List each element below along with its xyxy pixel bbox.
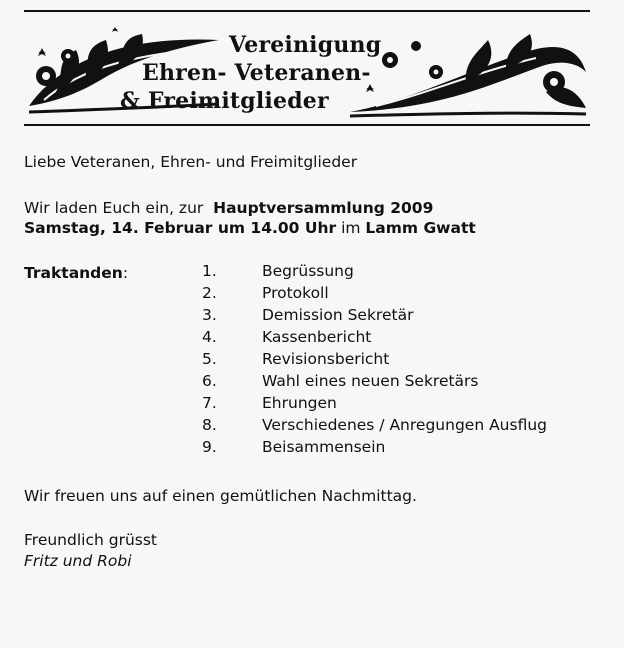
date-location-line bbox=[24, 218, 476, 238]
agenda-item-number: 7. bbox=[202, 394, 217, 412]
agenda-item-number: 4. bbox=[202, 328, 217, 346]
agenda-item-text: Beisammensein bbox=[262, 438, 386, 456]
agenda-item-number: 3. bbox=[202, 306, 217, 324]
invitation-prefix: Wir laden Euch ein, zur bbox=[24, 199, 204, 217]
traktanden-label: Traktanden bbox=[24, 264, 123, 282]
header-title-line-1: Vereinigung bbox=[229, 32, 382, 58]
invitation-line bbox=[24, 198, 433, 218]
agenda-item-text: Protokoll bbox=[262, 284, 329, 302]
header-title-line-3: & Freimitglieder bbox=[120, 88, 329, 114]
event-name: Hauptversammlung 2009 bbox=[213, 199, 434, 217]
agenda-item-text: Verschiedenes / Anregungen Ausflug bbox=[262, 416, 547, 434]
agenda-item-number: 8. bbox=[202, 416, 217, 434]
signature: Fritz und Robi bbox=[24, 552, 132, 570]
agenda-item-number: 6. bbox=[202, 372, 217, 390]
event-location: Lamm Gwatt bbox=[365, 219, 476, 237]
agenda-item-text: Begrüssung bbox=[262, 262, 354, 280]
agenda-item-number: 9. bbox=[202, 438, 217, 456]
agenda-item-text: Kassenbericht bbox=[262, 328, 372, 346]
traktanden-colon: : bbox=[122, 264, 129, 282]
floral-ornament-right-icon bbox=[346, 32, 590, 118]
letter-header bbox=[24, 14, 590, 122]
header-top-rule bbox=[24, 10, 590, 12]
greeting-line: Liebe Veteranen, Ehren- und Freimitglieder bbox=[24, 153, 358, 171]
agenda-item-number: 2. bbox=[202, 284, 217, 302]
closing-line: Wir freuen uns auf einen gemütlichen Nachmittag. bbox=[24, 487, 417, 505]
regards-line: Freundlich grüsst bbox=[24, 531, 157, 549]
agenda-item-text: Revisionsbericht bbox=[262, 350, 390, 368]
agenda-item-number: 1. bbox=[202, 262, 217, 280]
agenda-item-number: 5. bbox=[202, 350, 217, 368]
header-bottom-rule bbox=[24, 124, 590, 126]
agenda-item-text: Demission Sekretär bbox=[262, 306, 414, 324]
traktanden-heading bbox=[24, 264, 128, 282]
date-joiner: im bbox=[341, 219, 361, 237]
event-date: Samstag, 14. Februar um 14.00 Uhr bbox=[24, 219, 337, 237]
agenda-item-text: Wahl eines neuen Sekretärs bbox=[262, 372, 479, 390]
header-title-line-2: Ehren- Veteranen- bbox=[142, 60, 371, 86]
agenda-item-text: Ehrungen bbox=[262, 394, 337, 412]
